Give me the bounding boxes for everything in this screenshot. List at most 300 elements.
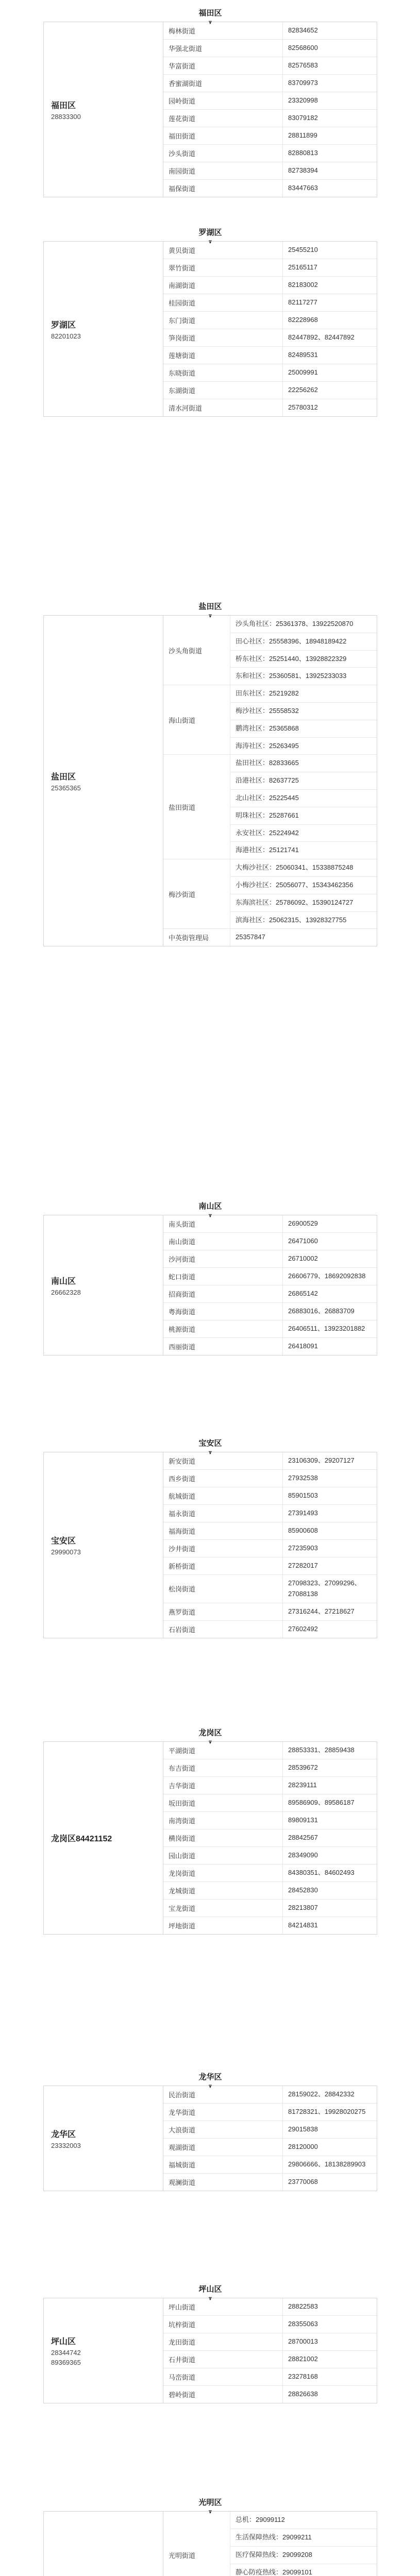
- sub-street-rows: [230, 616, 377, 685]
- phone-number: 29015838: [288, 2125, 318, 2133]
- table-row: [230, 825, 377, 842]
- down-arrow-icon: ▼: [207, 20, 213, 26]
- table-row: [230, 755, 377, 772]
- phone-number: 静心防疫热线：29099101: [236, 2568, 312, 2576]
- phone-number: 27602492: [288, 1624, 318, 1633]
- phone-number: 27932538: [288, 1474, 318, 1482]
- table-row: [230, 842, 377, 859]
- phone-number: 25165117: [288, 263, 317, 272]
- phone-number: 梅沙社区：25558532: [236, 706, 299, 715]
- street-name: 沙头街道: [163, 145, 283, 162]
- table-row: [163, 92, 377, 110]
- street-name: 东晓街道: [163, 364, 283, 381]
- street-name: 招商街道: [163, 1285, 283, 1302]
- street-name: 石井街道: [163, 2351, 283, 2368]
- table-row: [230, 912, 377, 929]
- table-row: [163, 2386, 377, 2403]
- table-row: [163, 1829, 377, 1847]
- street-list: [163, 2086, 377, 2191]
- phone-number: 28826638: [288, 2390, 318, 2398]
- table-row: [163, 145, 377, 162]
- district-section-baoan: [43, 1437, 377, 1638]
- phone-number: 83079182: [288, 114, 318, 122]
- phone-number: 28349090: [288, 1851, 318, 1859]
- table-row: [163, 2174, 377, 2191]
- table-row: [163, 110, 377, 127]
- phone-number: 82117277: [288, 298, 317, 307]
- table-row: [163, 1865, 377, 1882]
- street-list: [163, 1452, 377, 1638]
- sub-street-group: [163, 755, 377, 859]
- street-name: 横岗街道: [163, 1829, 283, 1846]
- down-arrow-icon: ▼: [207, 2296, 213, 2302]
- phone-number: 沙头角社区：25361378、13922520870: [236, 620, 354, 628]
- street-list: [163, 22, 377, 197]
- down-arrow-icon: ▼: [207, 2509, 213, 2515]
- district-title: 宝安区: [198, 1439, 222, 1448]
- phone-number: 27282017: [288, 1562, 318, 1570]
- district-section-pingshan: [43, 2283, 377, 2403]
- street-name: 清水河街道: [163, 399, 283, 416]
- district-header: [43, 227, 377, 245]
- district-info: [44, 2086, 163, 2191]
- district-section-futian: [43, 7, 377, 197]
- table-row: [163, 2086, 377, 2104]
- district-section-nanshan: [43, 1200, 377, 1355]
- district-title: 福田区: [198, 9, 222, 18]
- phone-number: 28853331、28859438: [288, 1746, 355, 1754]
- phone-number: 26606779、18692092838: [288, 1272, 366, 1280]
- table-row: [163, 1268, 377, 1285]
- table-row: [163, 1540, 377, 1557]
- table-row: [163, 242, 377, 259]
- table-row: [163, 22, 377, 40]
- table-row: [163, 1557, 377, 1575]
- street-name: 坪山街道: [163, 2298, 283, 2315]
- phone-number: 85901503: [288, 1492, 318, 1500]
- phone-number: 89586909、89586187: [288, 1799, 355, 1807]
- phone-number: 28821002: [288, 2355, 318, 2363]
- street-name: 梅林街道: [163, 22, 283, 39]
- table-row: [230, 2512, 377, 2529]
- table-row: [163, 1794, 377, 1812]
- table-row: [163, 2351, 377, 2368]
- street-name: 华强北街道: [163, 40, 283, 57]
- district-info: [44, 616, 163, 946]
- district-header: [43, 2071, 377, 2090]
- table-row: [163, 1215, 377, 1233]
- sub-street-group: [163, 859, 377, 929]
- table-row: [230, 877, 377, 894]
- phone-number: 26418091: [288, 1342, 318, 1350]
- phone-number: 84214831: [288, 1921, 318, 1929]
- street-list: [163, 1742, 377, 1934]
- table-row: [163, 1320, 377, 1338]
- phone-number: 海涛社区：25263495: [236, 741, 299, 750]
- table-row: [163, 1522, 377, 1540]
- phone-number: 总机：29099112: [236, 2516, 285, 2524]
- district-table: [43, 615, 377, 946]
- street-name: 蛇口街道: [163, 1268, 283, 1285]
- table-row: [163, 2104, 377, 2121]
- table-row: [163, 1759, 377, 1777]
- phone-number: 医疗保障热线：29099208: [236, 2551, 312, 2559]
- sub-street-name: 梅沙街道: [163, 859, 230, 928]
- phone-number: 85900608: [288, 1527, 318, 1535]
- table-row: [163, 57, 377, 75]
- table-row: [163, 2333, 377, 2351]
- street-name: 福永街道: [163, 1505, 283, 1522]
- street-name: 南园街道: [163, 162, 283, 179]
- phone-number: 28120000: [288, 2143, 318, 2151]
- street-name: 宝龙街道: [163, 1900, 283, 1917]
- street-name: 新安街道: [163, 1452, 283, 1469]
- sub-street-group: [163, 685, 377, 755]
- phone-number: 26883016、26883709: [288, 1307, 355, 1315]
- phone-number: 27391493: [288, 1509, 318, 1517]
- street-name: 南山街道: [163, 1233, 283, 1250]
- phone-number: 89809131: [288, 1816, 318, 1824]
- street-name: 观湖街道: [163, 2139, 283, 2156]
- street-name: 南头街道: [163, 1215, 283, 1232]
- phone-number: 28539672: [288, 1764, 318, 1772]
- table-row: [163, 40, 377, 57]
- street-name: 黄贝街道: [163, 242, 283, 259]
- phone-number: 东海滨社区：25786092、15390124727: [236, 898, 354, 906]
- street-name: 华富街道: [163, 57, 283, 74]
- table-row: [163, 1621, 377, 1638]
- table-row: [230, 2564, 377, 2576]
- phone-number: 82738394: [288, 166, 318, 175]
- street-name: 龙城街道: [163, 1882, 283, 1899]
- sub-street-group: [163, 929, 377, 946]
- district-name: 罗湖区: [51, 320, 76, 330]
- table-row: [230, 651, 377, 668]
- street-name: 碧岭街道: [163, 2386, 283, 2403]
- phone-number: 生活保障热线：29099211: [236, 2533, 312, 2541]
- table-row: [163, 1303, 377, 1320]
- table-row: [163, 1742, 377, 1759]
- street-name: 福保街道: [163, 180, 283, 197]
- table-row: [230, 790, 377, 807]
- down-arrow-icon: ▼: [207, 239, 213, 245]
- district-info: [44, 2512, 163, 2576]
- table-row: [163, 1338, 377, 1355]
- phone-number: 田心社区：25558396、18948189422: [236, 637, 347, 645]
- street-list: [163, 2298, 377, 2403]
- district-info: [44, 1215, 163, 1355]
- district-title: 盐田区: [198, 602, 222, 611]
- street-name: 坑梓街道: [163, 2316, 283, 2333]
- phone-number: 82228968: [288, 316, 318, 324]
- phone-number: 28355063: [288, 2320, 318, 2328]
- table-row: [163, 364, 377, 382]
- phone-number: 26900529: [288, 1219, 318, 1228]
- phone-number: 28700013: [288, 2337, 318, 2346]
- phone-number: 小梅沙社区：25056077、15343462356: [236, 880, 354, 889]
- table-row: [163, 1452, 377, 1470]
- table-row: [163, 1250, 377, 1268]
- table-row: [163, 1470, 377, 1487]
- district-section-longhua: [43, 2071, 377, 2191]
- sub-street-group: [163, 2512, 377, 2576]
- street-name: 翠竹街道: [163, 259, 283, 276]
- street-name: 桃源街道: [163, 1320, 283, 1337]
- sub-street-name: 沙头角街道: [163, 616, 230, 685]
- district-name: 坪山区: [51, 2337, 76, 2346]
- phone-number: 82576583: [288, 61, 318, 70]
- table-row: [163, 399, 377, 416]
- district-table: [43, 241, 377, 417]
- phone-number: 23106309、29207127: [288, 1456, 355, 1465]
- phone-number: 82183002: [288, 281, 318, 289]
- phone-number: 82489531: [288, 351, 318, 359]
- district-name: 福田区: [51, 101, 76, 110]
- phone-number: 82880813: [288, 149, 318, 157]
- phone-number: 26471060: [288, 1237, 318, 1245]
- district-header: [43, 1437, 377, 1456]
- street-name: 笋岗街道: [163, 329, 283, 346]
- street-name: 福田街道: [163, 127, 283, 144]
- table-row: [230, 929, 377, 946]
- district-info: [44, 22, 163, 197]
- table-row: [230, 738, 377, 755]
- table-row: [163, 2156, 377, 2174]
- street-list: [163, 242, 377, 416]
- district-title: 坪山区: [198, 2285, 222, 2294]
- table-row: [230, 859, 377, 877]
- table-row: [163, 1575, 377, 1603]
- district-name: 龙华区: [51, 2130, 76, 2139]
- table-row: [163, 180, 377, 197]
- phone-number: 桥东社区：25251440、13928822329: [236, 654, 347, 663]
- street-name: 松岗街道: [163, 1575, 283, 1603]
- district-section-guangming: [43, 2497, 377, 2576]
- table-row: [163, 329, 377, 347]
- table-row: [163, 2121, 377, 2139]
- table-row: [163, 1917, 377, 1934]
- district-name: 龙岗区84421152: [51, 1835, 112, 1843]
- phone-number: 28842567: [288, 1834, 318, 1842]
- street-name: 西乡街道: [163, 1470, 283, 1487]
- district-section-yantian: [43, 601, 377, 946]
- district-header: [43, 1727, 377, 1745]
- phone-number: 28811899: [288, 131, 317, 140]
- phone-number: 海港社区：25121741: [236, 846, 299, 854]
- district-phone: 28833300: [51, 112, 81, 121]
- sub-street-rows: [230, 2512, 377, 2576]
- street-name: 西丽街道: [163, 1338, 283, 1355]
- table-row: [163, 1777, 377, 1794]
- street-name: 园山街道: [163, 1847, 283, 1864]
- phone-number: 29806666、18138289903: [288, 2160, 366, 2168]
- table-row: [163, 1900, 377, 1917]
- phone-number: 沿港社区：82637725: [236, 776, 299, 785]
- table-row: [163, 2316, 377, 2333]
- phone-number: 82447892、82447892: [288, 333, 355, 342]
- district-table: [43, 1741, 377, 1935]
- table-row: [163, 2368, 377, 2386]
- table-row: [163, 347, 377, 364]
- phone-number: 28159022、28842332: [288, 2090, 355, 2098]
- district-header: [43, 7, 377, 26]
- street-name: 布吉街道: [163, 1759, 283, 1776]
- phone-number: 84380351、84602493: [288, 1869, 355, 1877]
- street-list: [163, 1215, 377, 1355]
- table-row: [163, 75, 377, 92]
- sub-street-name: 海山街道: [163, 685, 230, 754]
- street-name: 石岩街道: [163, 1621, 283, 1638]
- sub-street-name: 光明街道: [163, 2512, 230, 2576]
- district-table: [43, 1452, 377, 1638]
- phone-number: 田东社区：25219282: [236, 689, 299, 698]
- street-name: 龙田街道: [163, 2333, 283, 2350]
- phone-number: 22256262: [288, 386, 318, 394]
- street-name: 莲塘街道: [163, 347, 283, 364]
- phone-number: 83709973: [288, 79, 318, 87]
- district-phone: 82201023: [51, 332, 81, 340]
- street-name: 燕罗街道: [163, 1603, 283, 1620]
- street-name: 龙岗街道: [163, 1865, 283, 1882]
- table-row: [163, 127, 377, 145]
- district-phone: 28344742: [51, 2349, 81, 2357]
- street-name: 大浪街道: [163, 2121, 283, 2138]
- phone-number: 27316244、27218627: [288, 1607, 355, 1615]
- sub-street-rows: [230, 685, 377, 754]
- table-row: [163, 1882, 377, 1900]
- street-name: 香蜜湖街道: [163, 75, 283, 92]
- table-row: [163, 259, 377, 277]
- down-arrow-icon: ▼: [207, 613, 213, 619]
- street-name: 新桥街道: [163, 1557, 283, 1574]
- district-info: [44, 2298, 163, 2403]
- district-info: [44, 1742, 163, 1934]
- table-row: [230, 807, 377, 825]
- street-name: 沙井街道: [163, 1540, 283, 1557]
- sub-street-name: 盐田街道: [163, 755, 230, 859]
- sub-street-rows: [230, 755, 377, 859]
- district-phone: 26662328: [51, 1288, 81, 1296]
- table-row: [163, 2139, 377, 2156]
- street-name: 福城街道: [163, 2156, 283, 2173]
- phone-number: 东和社区：25360581、13925233033: [236, 672, 347, 680]
- street-name: 福海街道: [163, 1522, 283, 1539]
- district-table: [43, 22, 377, 197]
- phone-number: 北山社区：25225445: [236, 793, 299, 802]
- phone-number: 23320998: [288, 96, 318, 105]
- street-name: 坂田街道: [163, 1794, 283, 1811]
- table-row: [230, 894, 377, 912]
- table-row: [163, 2298, 377, 2316]
- district-header: [43, 2497, 377, 2515]
- table-row: [230, 772, 377, 790]
- table-row: [230, 703, 377, 720]
- district-header: [43, 2283, 377, 2302]
- table-row: [163, 277, 377, 294]
- table-row: [163, 1233, 377, 1250]
- street-name: 沙河街道: [163, 1250, 283, 1267]
- district-name: 宝安区: [51, 1536, 76, 1546]
- table-row: [163, 1505, 377, 1522]
- down-arrow-icon: ▼: [207, 1213, 213, 1219]
- phone-number: 28822583: [288, 2302, 318, 2311]
- sub-street-rows: [230, 859, 377, 928]
- district-title: 龙华区: [198, 2073, 222, 2081]
- phone-number: 81728321、19928020275: [288, 2108, 366, 2116]
- street-name: 东湖街道: [163, 382, 283, 399]
- district-phone: 25365365: [51, 784, 81, 792]
- district-header: [43, 1200, 377, 1219]
- phone-number: 27098323、27099296、27088138: [288, 1579, 361, 1598]
- table-row: [230, 720, 377, 738]
- district-table: [43, 2511, 377, 2576]
- street-list: [163, 2512, 377, 2576]
- district-info: [44, 1452, 163, 1638]
- table-row: [230, 633, 377, 651]
- street-list: [163, 616, 377, 946]
- street-name: 坪地街道: [163, 1917, 283, 1934]
- district-title: 光明区: [198, 2498, 222, 2507]
- table-row: [230, 2529, 377, 2547]
- district-table: [43, 2298, 377, 2403]
- district-info: [44, 242, 163, 416]
- table-row: [230, 616, 377, 633]
- street-name: 吉华街道: [163, 1777, 283, 1794]
- table-row: [230, 685, 377, 703]
- phone-number: 26710002: [288, 1255, 318, 1263]
- district-title: 南山区: [198, 1202, 222, 1211]
- district-phone: 29990073: [51, 1548, 81, 1556]
- district-section-luohu: [43, 227, 377, 417]
- district-phone-secondary: 89369365: [51, 2359, 81, 2366]
- phone-number: 82568600: [288, 44, 318, 52]
- district-title: 龙岗区: [198, 1728, 222, 1737]
- phone-number: 82834652: [288, 26, 318, 35]
- sub-street-group: [163, 616, 377, 685]
- phone-number: 大梅沙社区：25060341、15338875248: [236, 863, 354, 872]
- phone-number: 25357847: [236, 933, 265, 941]
- table-row: [230, 668, 377, 685]
- street-name: 民治街道: [163, 2086, 283, 2103]
- street-name: 龙华街道: [163, 2104, 283, 2121]
- phone-number: 26865142: [288, 1290, 318, 1298]
- table-row: [163, 294, 377, 312]
- street-name: 粤海街道: [163, 1303, 283, 1320]
- phone-number: 鹏湾社区：25365868: [236, 724, 299, 732]
- table-row: [230, 2547, 377, 2564]
- table-row: [163, 312, 377, 329]
- street-name: 莲花街道: [163, 110, 283, 127]
- street-name: 园岭街道: [163, 92, 283, 109]
- phone-number: 23770068: [288, 2178, 318, 2186]
- phone-number: 28239111: [288, 1781, 317, 1789]
- phone-number: 28452830: [288, 1886, 318, 1894]
- district-header: [43, 601, 377, 619]
- table-row: [163, 382, 377, 399]
- street-name: 南湖街道: [163, 277, 283, 294]
- street-name: 平湖街道: [163, 1742, 283, 1759]
- phone-number: 83447663: [288, 184, 318, 192]
- street-name: 马峦街道: [163, 2368, 283, 2385]
- street-name: 航城街道: [163, 1487, 283, 1504]
- street-name: 南湾街道: [163, 1812, 283, 1829]
- sub-street-name: 中英街管理局: [163, 929, 230, 946]
- down-arrow-icon: ▼: [207, 2083, 213, 2090]
- phone-number: 明珠社区：25287661: [236, 811, 299, 819]
- phone-number: 27235903: [288, 1544, 318, 1552]
- table-row: [163, 1603, 377, 1621]
- phone-number: 25455210: [288, 246, 318, 254]
